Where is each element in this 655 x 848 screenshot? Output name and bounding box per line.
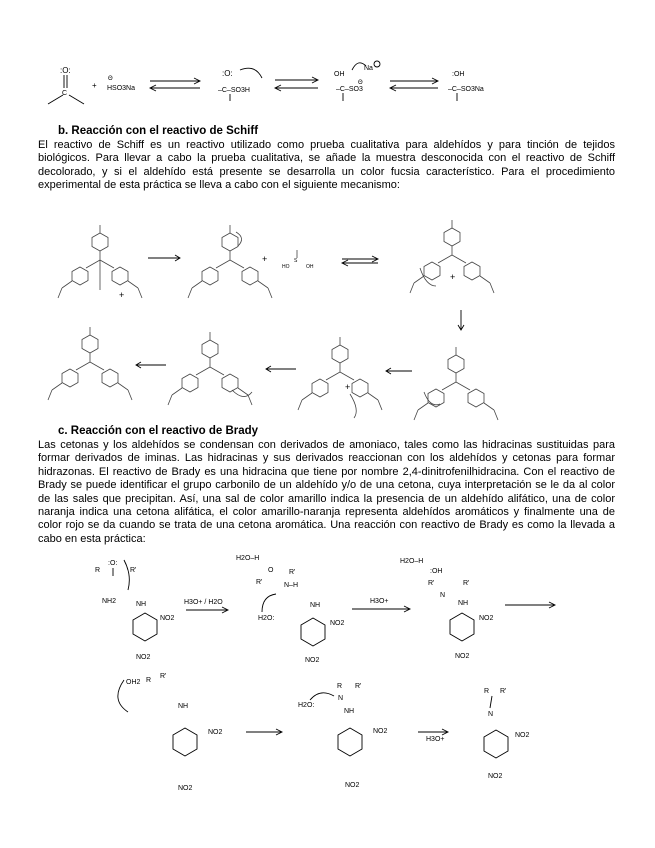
brady-paragraph: Las cetonas y los aldehídos se condensan con derivados de amoniaco, tales como las hidracinas sustituidas para formar derivados de iminas. Las hidracinas y sus derivados reaccionan con los aldehídos y cetonas para formar hidrazonas. El reactivo de Brady es una hidracina que tiene por nombre 2,4-dinitrofenilhidracina. Con el reactivo de Brady se puede identificar el grupo carbonilo de un aldehído y/o de una cetona, cuya interpretación se le da al color de las sales que precipitan. Así, una sal de color amarillo indica la presencia de un aldehído alifático, una de color naranja indica una cetona alifática, el color amarillo-naranja representa aldehídos aromáticos y finalmente una de color rojo se da cuando se trata de una cetona aromática. Una reacción con reactivo de Brady es como la llevada a cabo en esta práctica:	[38, 439, 615, 545]
svg-text:OH2: OH2	[126, 679, 141, 686]
svg-text:H2O:: H2O:	[298, 702, 315, 709]
svg-text:NH2: NH2	[102, 598, 117, 605]
label-h3o: H3O+	[370, 598, 389, 605]
svg-text:NO2: NO2	[160, 615, 175, 622]
svg-text:R': R'	[500, 688, 507, 695]
svg-text:S: S	[294, 258, 298, 264]
svg-text:OH: OH	[306, 264, 314, 270]
iminium-intermediate	[298, 683, 388, 789]
brady-heading: c. Reacción con el reactivo de Brady	[58, 425, 259, 437]
svg-text:–C–SO3H: –C–SO3H	[218, 87, 250, 94]
svg-text::OH: :OH	[452, 71, 465, 78]
svg-text:H3O+: H3O+	[426, 736, 445, 743]
svg-text:NH: NH	[136, 601, 147, 608]
svg-text::O:: :O:	[108, 560, 118, 567]
svg-text:R: R	[95, 567, 101, 574]
svg-text:R: R	[146, 677, 152, 684]
svg-text:N: N	[488, 711, 494, 718]
svg-text:OH: OH	[334, 71, 345, 78]
svg-text:–C–SO3Na: –C–SO3Na	[448, 86, 484, 93]
svg-text:+: +	[262, 254, 268, 264]
svg-text:NO2: NO2	[373, 728, 388, 735]
svg-text:Θ: Θ	[108, 76, 113, 82]
dehydration-intermediate	[118, 673, 223, 792]
svg-text:NO2: NO2	[345, 782, 360, 789]
svg-text:R': R'	[160, 673, 167, 680]
svg-text:NH: NH	[178, 703, 189, 710]
svg-text:+: +	[92, 81, 97, 90]
svg-text:+: +	[450, 272, 456, 282]
protonated-intermediate	[400, 558, 494, 660]
svg-text:Θ: Θ	[358, 80, 363, 86]
hydrazone-product	[484, 688, 530, 780]
svg-text:R': R'	[130, 567, 137, 574]
svg-text:NO2: NO2	[515, 732, 530, 739]
svg-text:+: +	[119, 290, 125, 300]
svg-text:N–H: N–H	[284, 582, 299, 589]
svg-text::OH: :OH	[430, 568, 443, 575]
schiff-heading: b. Reacción con el reactivo de Schiff	[58, 125, 259, 137]
svg-text:N: N	[338, 695, 344, 702]
svg-text:R: R	[484, 688, 490, 695]
svg-text:H2O:: H2O:	[258, 615, 275, 622]
svg-text:R': R'	[289, 569, 296, 576]
svg-text::O:: :O:	[60, 66, 71, 75]
svg-text:N: N	[440, 592, 446, 599]
svg-text:R': R'	[428, 580, 435, 587]
tetrahedral-intermediate	[236, 555, 345, 664]
svg-text:NH: NH	[458, 600, 469, 607]
label-h3o-h2o: H3O+ / H2O	[184, 599, 223, 606]
ketone-and-dnph	[95, 560, 175, 661]
svg-text:R': R'	[463, 580, 470, 587]
svg-text:NO2: NO2	[488, 773, 503, 780]
svg-text:H2O–H: H2O–H	[236, 555, 260, 562]
svg-text:NO2: NO2	[208, 729, 223, 736]
svg-text:NH: NH	[344, 708, 355, 715]
svg-text:O: O	[268, 567, 274, 574]
svg-text:NO2: NO2	[178, 785, 193, 792]
svg-text::O:: :O:	[222, 69, 233, 78]
sodium-ion: Na	[364, 65, 373, 72]
svg-text:R': R'	[256, 579, 263, 586]
bisulfite-reagent: HSO3Na	[107, 85, 136, 92]
svg-text:NO2: NO2	[305, 657, 320, 664]
svg-text:NH: NH	[310, 602, 321, 609]
svg-text:C: C	[62, 90, 68, 97]
svg-text:H2O–H: H2O–H	[400, 558, 424, 565]
schiff-paragraph: El reactivo de Schiff es un reactivo utilizado como prueba cualitativa para aldehídos y para tinción de tejidos biológicos. Para llevar a cabo la prueba cualitativa, se añade la muestra desconocida con el reactivo de Schiff decolorado, y si el aldehído está presente se desarrolla un color fucsia característico. Para el procedimiento experimental de esta práctica se lleva a cabo con el siguiente mecanismo:	[38, 139, 615, 192]
svg-text:NO2: NO2	[455, 653, 470, 660]
svg-text:HO: HO	[282, 264, 290, 270]
svg-text:NO2: NO2	[136, 654, 151, 661]
svg-text:+: +	[345, 382, 351, 392]
svg-text:–C–SO3: –C–SO3	[336, 86, 363, 93]
svg-text:NO2: NO2	[479, 615, 494, 622]
svg-text:R': R'	[355, 683, 362, 690]
svg-text:R: R	[337, 683, 343, 690]
svg-text:NO2: NO2	[330, 620, 345, 627]
